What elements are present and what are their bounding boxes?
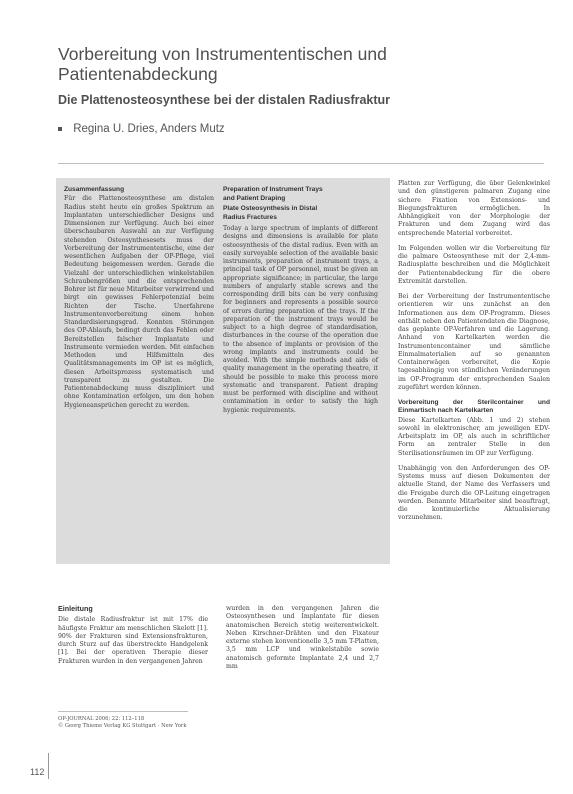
abstract-heading-en-2: and Patient Draping [223, 195, 286, 203]
abstract-heading-en-4: Radius Fractures [223, 213, 277, 221]
page-number: 112 [30, 767, 45, 777]
abstract-german [64, 186, 214, 417]
intro-text-1: Die distale Radiusfraktur ist mit 17% die häufigste Fraktur am menschlichen Skelett [1]. 90% der Frakturen sind Extensionsfrakturen, durch Sturz auf das überstreckte Handgelenk [1]. Bei der operativen Therapie dieser Frakturen wurden in den vergangenen Jahren [58, 616, 208, 665]
abstract-text-de: Für die Plattenosteosynthese am distalen Radius steht heute ein großes Spektrum an Implantaten unterschiedlicher Designs und Dimensionen zur Verfügung. Auch bei einer überschaubaren Auswahl an zur Verfügung stehenden Osteosynthesesets muss der Vorbereitung der Instrumententische, eine der wesentlichen Aufgaben der OP-Pflege, viel Bedeutung beigemessen werden. Gerade die Vielzahl der unterschiedlichen winkelstabilen Schraubengrößen und die entsprechenden Bohrer ist für neue Mitarbeiter verwirrend und birgt ein gewisses Fehlerpotenzial beim Richten der Tische. Unerfahrene Instrumentenvorbereitung einem hohen Standardisierungsgrad. Konnten Störungen des OP-Ablaufs, bedingt durch das Fehlen oder Bereitstellen falscher Implantate und Instrumente vermieden werden. Mit einfachen Methoden und Hilfsmitteln des Qualitätsmanagements im OP ist es möglich, diesen Arbeitsprozess systematisch und transparent zu gestalten. Die Patientenabdeckung muss diszipliniert und ohne Kontamination erfolgen, um den hohen Hygieneansprüchen gerecht zu werden. [64, 195, 214, 409]
header-divider [58, 163, 544, 164]
intro-column-2 [226, 605, 379, 678]
article-subtitle: Die Plattenosteosynthese bei der distalen Radiusfraktur [58, 93, 391, 107]
footnote [58, 716, 187, 730]
right-paragraph-5: Unabhängig von den Anforderungen des OP-Systems muss auf diesen Dokumenten der aktuelle Stand, der Name des Verfassers und die Freigabe durch die OP-Leitung eingetragen werden. Benannte Mitarbeiter sind beauftragt, die kontinuierliche Aktualisierung vorzunehmen. [398, 464, 550, 522]
right-paragraph-4: Diese Kartelkarten (Abb. 1 und 2) stehen sowohl in elektronischer, am jeweiligen EDV-Arbeitsplatz im OP, als auch in schriftlicher Form an zentraler Stelle in den Sterilisationsräumen im OP zur Verfügung. [398, 416, 550, 457]
abstract-english [223, 186, 378, 422]
right-paragraph-2: Im Folgenden wollen wir die Vorbereitung für die palmare Osteosynthese mit der 2,4-mm-Radiusplatte beschreiben und die Möglichkeit der Patientenabdeckung für die obere Extremität darstellen. [398, 244, 550, 285]
intro-text-2: wurden in den vergangenen Jahren die Osteosynthesen und Implantate für diesen anatomischen Bereich stetig weiterentwickelt. Neben Kirschner-Drähten und den Fixateur externe stehen konventionelle 3,5 mm T-Platten, 3,5 mm LCP und winkelstabile sowie anatomisch geformte Implantate 2,4 und 2,7 mm [226, 605, 379, 670]
intro-column-1 [58, 605, 208, 673]
abstract-heading-en-1: Preparation of Instrument Trays [223, 186, 323, 193]
right-column [398, 180, 550, 530]
author-line [58, 123, 225, 135]
copyright-line: © Georg Thieme Verlag KG Stuttgart · New York [58, 722, 187, 729]
footnote-divider [58, 711, 188, 712]
right-paragraph-1: Platten zur Verfügung, die über Gelenkwinkel und den günstigeren palmaren Zugang eine sichere Fixation von Extensions- und Biegungsfrakturen ermöglichen. In Abhängigkeit von der Morphologie der Frakturen und dem Zugang wird das entsprechende Material vorbereitet. [398, 180, 550, 237]
article-title: Vorbereitung von Instrumententischen und Patientenabdeckung [58, 44, 387, 84]
bullet-icon [58, 127, 62, 131]
abstract-heading-en-3: Plate Osteosynthesis in Distal [223, 204, 318, 212]
right-paragraph-3: Bei der Vorbereitung der Instrumententische orientieren wir uns zunächst an den Informationen aus dem OP-Programm. Dieses enthält neben den Patientendaten die Diagnose, das geplante OP-Verfahren und die Lagerung. Anhand von Kartelkarten werden die Instrumentencontainer und sämtliche Einmalmaterialien auf so genannten Containerwägen vorbereitet, die Kopie tagesabhängig von stündlichen Veränderungen im OP-Programm der entsprechenden Saalen zugeführt werden können. [398, 293, 550, 391]
abstract-text-en: Today a large spectrum of implants of different designs and dimensions is available for plate osteosynthesis of the distal radius. Even with an easily surveyable selection of the available basic instruments, preparation of instrument trays, a principal task of OP personnel, must be given an appropriate significance; in particular, the large numbers of angularly stable screws and the corresponding drill bits can be very confusing for beginners and represents a possible source of errors during preparation of the trays. If the preparation of the instrument trays would be subject to a high degree of standardisation, disturbances in the course of the operation due to the absence of implants or provision of the wrong implants and instruments could be avoided. With the simple methods and aids of quality management in the operating theatre, it should be possible to make this process more systematic and transparent. Patient draping must be performed with discipline and without contamination in order to satisfy the high hygienic requirements. [223, 225, 378, 414]
abstract-heading-de: Zusammenfassung [64, 186, 125, 193]
abstract-box [56, 178, 390, 564]
journal-citation: OP-JOURNAL 2006; 22: 112–118 [58, 716, 145, 722]
authors: Regina U. Dries, Anders Mutz [73, 123, 225, 135]
section-heading-container: Vorbereitung der Sterilcontainer und Einmartisch nach Kartelkarten [398, 399, 550, 415]
page-number-divider [48, 753, 49, 779]
intro-heading: Einleitung [58, 604, 93, 613]
